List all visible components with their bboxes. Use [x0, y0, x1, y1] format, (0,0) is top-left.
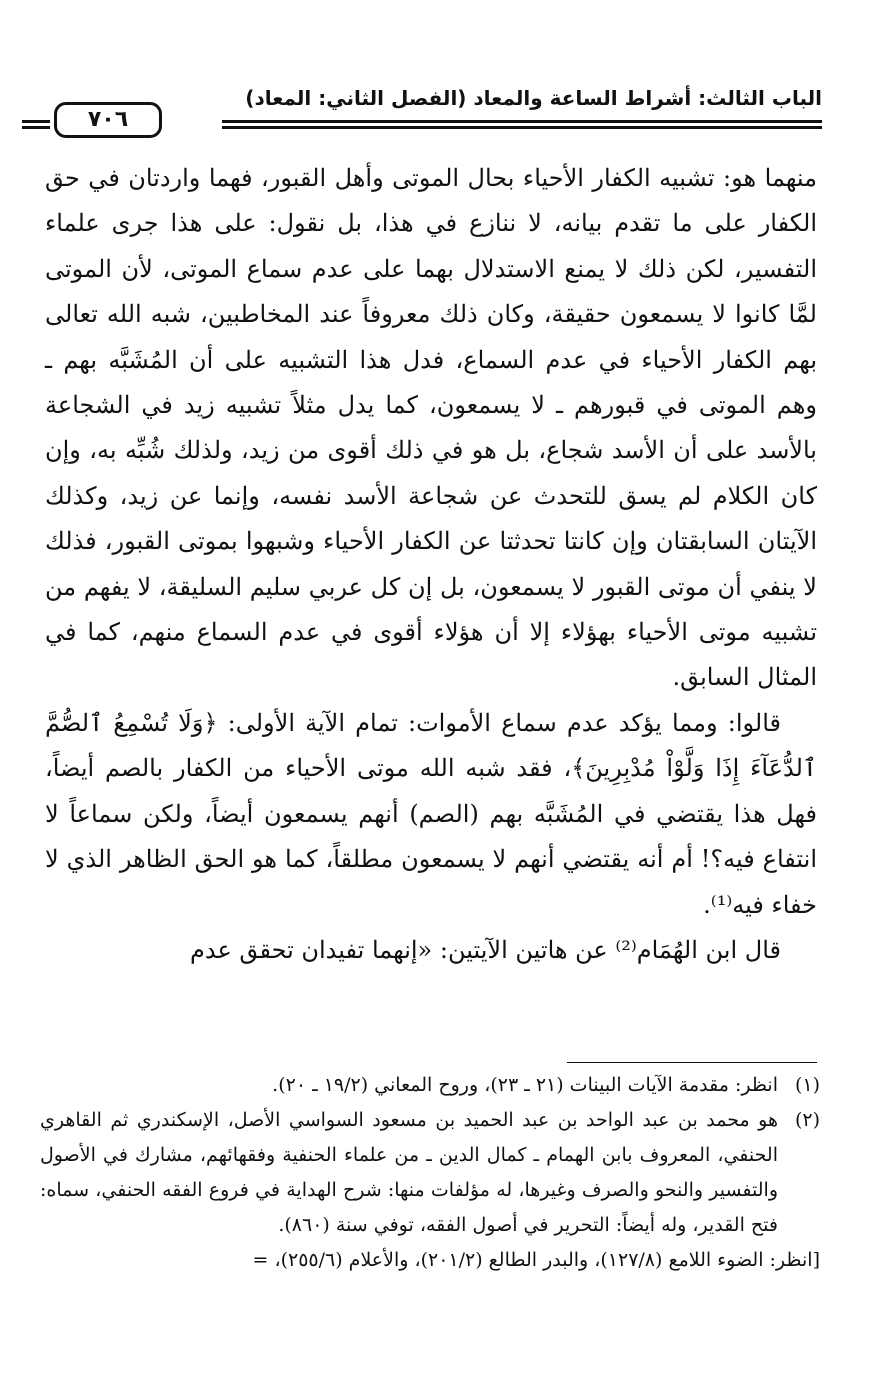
footnote-2-text: هو محمد بن عبد الواحد بن عبد الحميد بن مسعود السواسي الأصل، الإسكندري ثم القاهري الحنفي، المعروف بابن الهمام ـ كمال الدين ـ من علماء الحنفية وفقهائهم، مشارك في الأصول والتفسير والنحو والصرف وغيرها، له مؤلفات منها: شرح الهداية في فروع الفقه الحنفي، سماه: فتح القدير، وله أيضاً: التحرير في أصول الفقه، توفي سنة (٨٦٠).: [40, 1109, 778, 1236]
header-rule-left-bottom: [22, 126, 50, 129]
header-rule-top: [222, 120, 822, 123]
footnote-continuation: [انظر: الضوء اللامع (١٢٧/٨)، والبدر الطالع (٢٠١/٢)، والأعلام (٢٥٥/٦)، =: [252, 1249, 820, 1271]
page-number-box: ٧٠٦: [54, 102, 162, 138]
header-rule-bottom: [222, 126, 822, 129]
footnote-separator: [567, 1062, 817, 1063]
footnote-1-number: (١): [794, 1074, 820, 1096]
footnote-2-number: (٢): [794, 1109, 820, 1131]
paragraph-3: قال ابن الهُمَام⁽²⁾ عن هاتين الآيتين: «إنهما تفيدان تحقق عدم: [190, 935, 781, 964]
paragraph-1: منهما هو: تشبيه الكفار الأحياء بحال الموتى وأهل القبور، فهما واردتان في حق الكفار على ما تقدم بيانه، لا ننازع في هذا، بل نقول: على هذا جرى علماء التفسير، لكن ذلك لا يمنع الاستدلال بهما على عدم سماع الموتى، لأن الموتى لمَّا كانوا لا يسمعون حقيقة، وكان ذلك معروفاً عند المخاطبين، شبه الله تعالى بهم الكفار الأحياء في عدم السماع، فدل هذا التشبيه على أن المُشَبَّه بهم ـ وهم الموتى في قبورهم ـ لا يسمعون، كما يدل مثلاً تشبيه زيد في الشجاعة بالأسد على أن الأسد شجاع، بل هو في ذلك أقوى من زيد، ولذلك شُبِّه به، وإن كان الكلام لم يسق للتحدث عن شجاعة الأسد نفسه، وإنما عن زيد، وكذلك الآيتان السابقتان وإن كانتا تحدثتا عن الكفار الأحياء وشبهوا بموتى القبور، فذلك لا ينفي أن موتى القبور لا يسمعون، بل إن كل عربي سليم السليقة، لا يفهم من تشبيه موتى الأحياء بهؤلاء إلا أن هؤلاء أقوى في عدم السماع منهم، كما في المثال السابق.: [45, 164, 817, 692]
running-title: الباب الثالث: أشراط الساعة والمعاد (الفصل الثاني: المعاد): [245, 86, 822, 110]
paragraph-2: قالوا: ومما يؤكد عدم سماع الأموات: تمام الآية الأولى: ﴿وَلَا تُسْمِعُ ٱلصُّمَّ ٱلدُّعَآءَ إِذَا وَلَّوْاْ مُدْبِرِينَ﴾، فقد شبه الله موتى الأحياء من الكفار بالصم أيضاً، فهل هذا يقتضي في المُشَبَّه بهم (الصم) أنهم يسمعون أيضاً، ولكن سماعاً لا انتفاع فيه؟! أم أنه يقتضي أنهم لا يسمعون مطلقاً، كما هو الحق الظاهر الذي لا خفاء فيه⁽¹⁾.: [45, 708, 817, 919]
main-text: [45, 156, 817, 973]
footnote-1-text: انظر: مقدمة الآيات البينات (٢١ ـ ٢٣)، وروح المعاني (١٩/٢ ـ ٢٠).: [272, 1074, 778, 1096]
header-rule-left-top: [22, 120, 50, 123]
page-header: [22, 80, 822, 150]
footnotes: [40, 1068, 820, 1278]
footnote-1: [40, 1068, 820, 1103]
footnote-2: [40, 1103, 820, 1243]
